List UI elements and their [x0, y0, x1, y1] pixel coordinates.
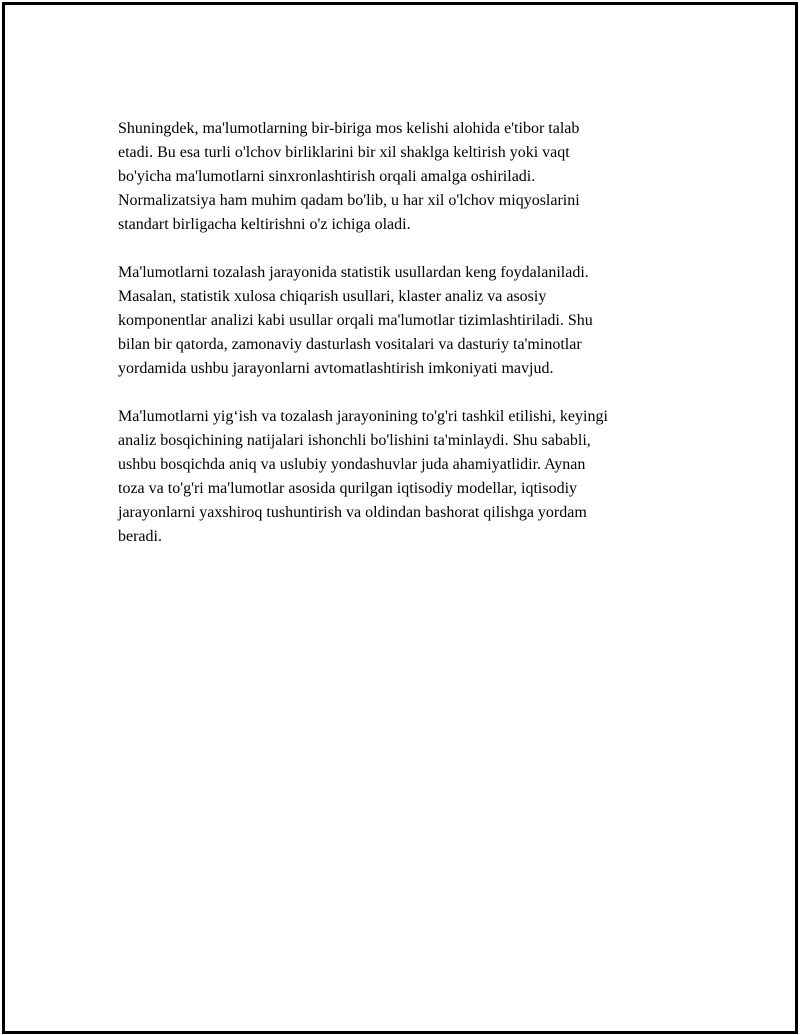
- document-body: [118, 117, 698, 573]
- paragraph-collection-importance: Ma'lumotlarni yig‘ish va tozalash jarayonining to'g'ri tashkil etilishi, keyingi analiz bosqichining natijalari ishonchli bo'lishini ta'minlaydi. Shu sababli, ushbu bosqichda aniq va uslubiy yondashuvlar juda ahamiyatlidir. Aynan toza va to'g'ri ma'lumotlar asosida qurilgan iqtisodiy modellar, iqtisodiy jarayonlarni yaxshiroq tushuntirish va oldindan bashorat qilishga yordam beradi.: [118, 408, 608, 545]
- paragraph-data-consistency: Shuningdek, ma'lumotlarning bir-biriga mos kelishi alohida e'tibor talab etadi. Bu esa turli o'lchov birliklarini bir xil shaklga keltirish yoki vaqt bo'yicha ma'lumotlarni sinxronlashtirish orqali amalga oshiriladi. Normalizatsiya ham muhim qadam bo'lib, u har xil o'lchov miqyoslarini standart birligacha keltirishni o'z ichiga oladi.: [118, 120, 580, 233]
- paragraph-statistical-cleaning: Ma'lumotlarni tozalash jarayonida statistik usullardan keng foydalaniladi. Masalan, statistik xulosa chiqarish usullari, klaster analiz va asosiy komponentlar analizi kabi usullar orqali ma'lumotlar tizimlashtiriladi. Shu bilan bir qatorda, zamonaviy dasturlash vositalari va dasturiy ta'minotlar yordamida ushbu jarayonlarni avtomatlashtirish imkoniyati mavjud.: [118, 264, 593, 377]
